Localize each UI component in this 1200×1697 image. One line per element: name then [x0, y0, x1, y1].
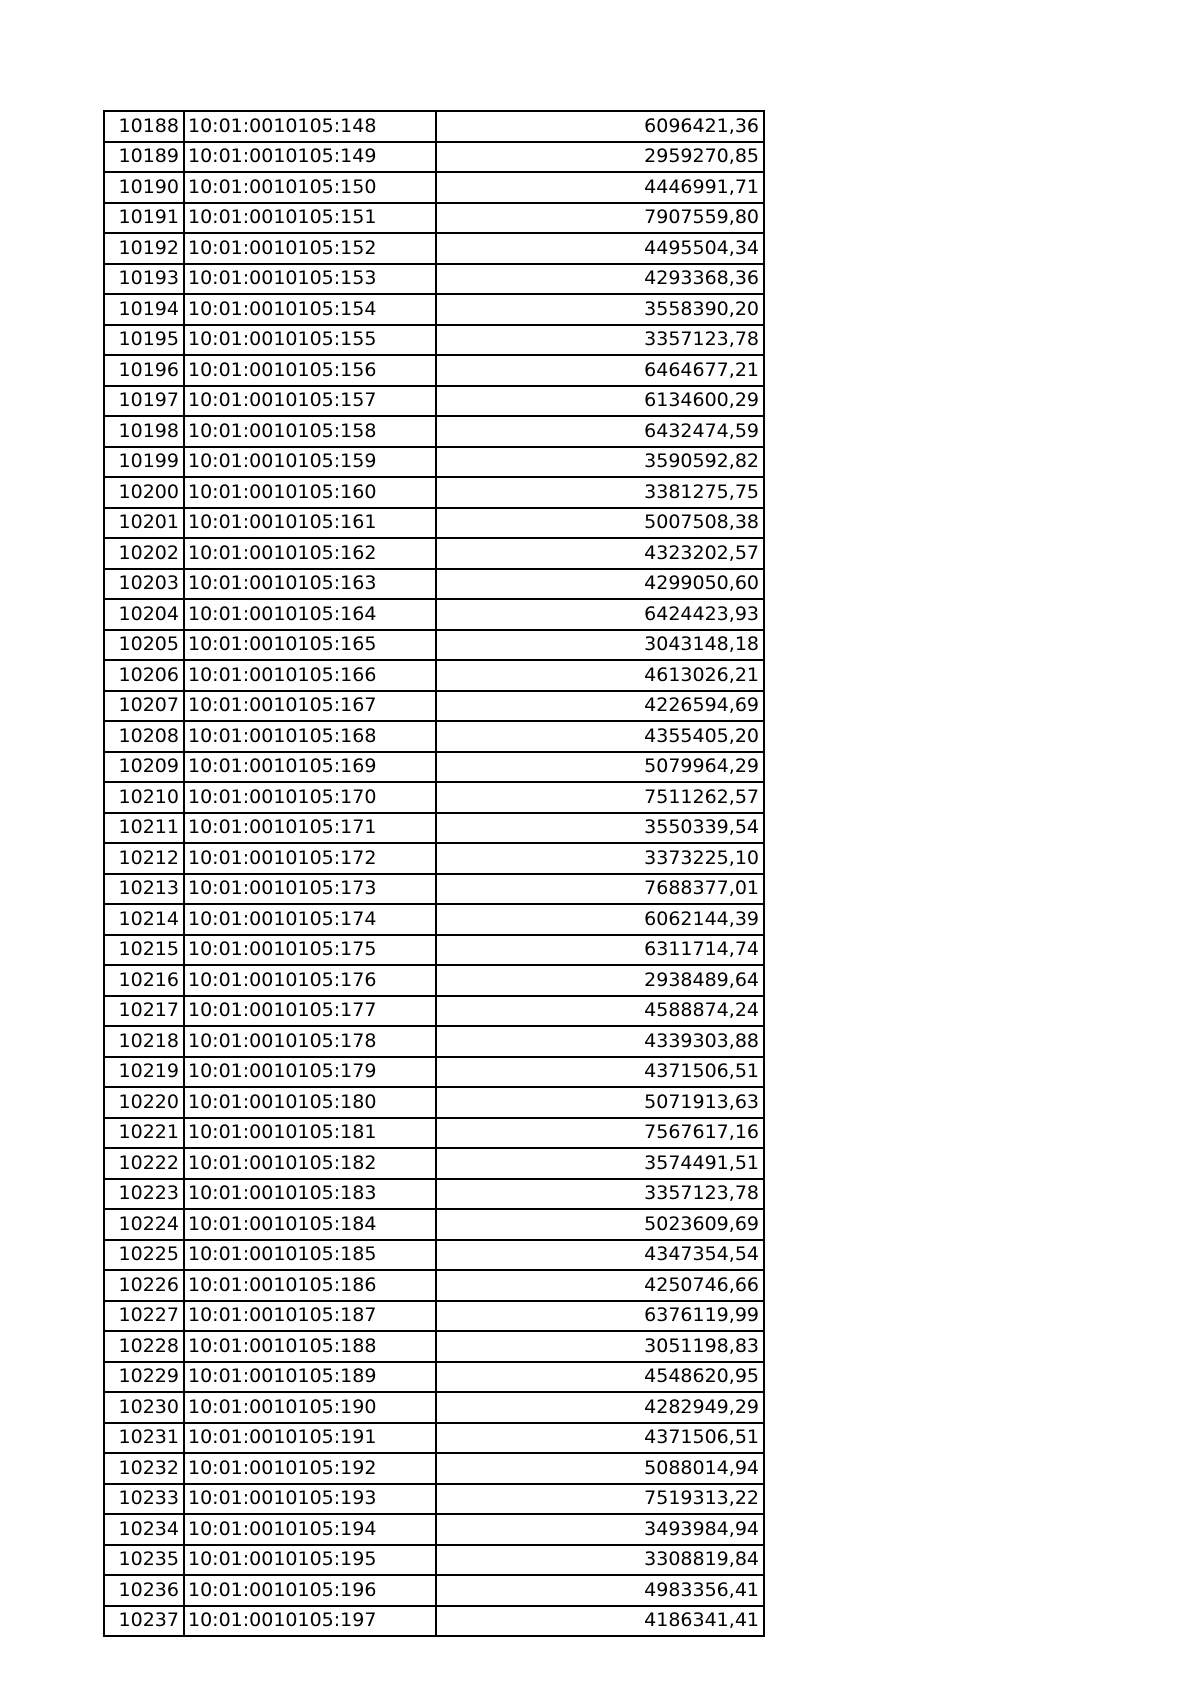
value-cell: 4371506,51 — [436, 1423, 764, 1454]
cadastral-number-cell: 10:01:0010105:196 — [184, 1575, 436, 1606]
value-cell: 3574491,51 — [436, 1148, 764, 1179]
value-cell: 4186341,41 — [436, 1606, 764, 1637]
table-row — [104, 660, 764, 691]
row-number-cell: 10210 — [104, 782, 184, 813]
value-cell: 4548620,95 — [436, 1362, 764, 1393]
cadastral-number-cell: 10:01:0010105:149 — [184, 142, 436, 173]
cadastral-number-cell: 10:01:0010105:159 — [184, 447, 436, 478]
table-row — [104, 1057, 764, 1088]
value-cell: 4347354,54 — [436, 1240, 764, 1271]
value-cell: 6432474,59 — [436, 416, 764, 447]
cadastral-number-cell: 10:01:0010105:184 — [184, 1209, 436, 1240]
row-number-cell: 10224 — [104, 1209, 184, 1240]
value-cell: 5071913,63 — [436, 1087, 764, 1118]
table-row — [104, 416, 764, 447]
cadastral-number-cell: 10:01:0010105:191 — [184, 1423, 436, 1454]
row-number-cell: 10201 — [104, 508, 184, 539]
table-row — [104, 1118, 764, 1149]
table-row — [104, 294, 764, 325]
table-row — [104, 1179, 764, 1210]
value-cell: 3373225,10 — [436, 843, 764, 874]
row-number-cell: 10222 — [104, 1148, 184, 1179]
table-body — [104, 111, 764, 1636]
row-number-cell: 10197 — [104, 386, 184, 417]
table-row — [104, 1331, 764, 1362]
table-row — [104, 1026, 764, 1057]
cadastral-number-cell: 10:01:0010105:177 — [184, 996, 436, 1027]
cadastral-number-cell: 10:01:0010105:173 — [184, 874, 436, 905]
table-row — [104, 1301, 764, 1332]
cadastral-number-cell: 10:01:0010105:164 — [184, 599, 436, 630]
row-number-cell: 10232 — [104, 1453, 184, 1484]
table-row — [104, 965, 764, 996]
row-number-cell: 10188 — [104, 111, 184, 142]
value-cell: 3493984,94 — [436, 1514, 764, 1545]
table-row — [104, 599, 764, 630]
table-row — [104, 1209, 764, 1240]
cadastral-number-cell: 10:01:0010105:194 — [184, 1514, 436, 1545]
table-row — [104, 813, 764, 844]
row-number-cell: 10206 — [104, 660, 184, 691]
row-number-cell: 10195 — [104, 325, 184, 356]
cadastral-number-cell: 10:01:0010105:157 — [184, 386, 436, 417]
row-number-cell: 10216 — [104, 965, 184, 996]
row-number-cell: 10194 — [104, 294, 184, 325]
cadastral-number-cell: 10:01:0010105:192 — [184, 1453, 436, 1484]
value-cell: 6311714,74 — [436, 935, 764, 966]
table-row — [104, 752, 764, 783]
row-number-cell: 10193 — [104, 264, 184, 295]
value-cell: 7567617,16 — [436, 1118, 764, 1149]
row-number-cell: 10220 — [104, 1087, 184, 1118]
cadastral-number-cell: 10:01:0010105:188 — [184, 1331, 436, 1362]
table-row — [104, 904, 764, 935]
table-row — [104, 1148, 764, 1179]
row-number-cell: 10190 — [104, 172, 184, 203]
row-number-cell: 10221 — [104, 1118, 184, 1149]
cadastral-number-cell: 10:01:0010105:161 — [184, 508, 436, 539]
row-number-cell: 10219 — [104, 1057, 184, 1088]
value-cell: 5088014,94 — [436, 1453, 764, 1484]
row-number-cell: 10234 — [104, 1514, 184, 1545]
cadastral-number-cell: 10:01:0010105:151 — [184, 203, 436, 234]
row-number-cell: 10228 — [104, 1331, 184, 1362]
row-number-cell: 10229 — [104, 1362, 184, 1393]
row-number-cell: 10236 — [104, 1575, 184, 1606]
cadastral-number-cell: 10:01:0010105:175 — [184, 935, 436, 966]
table-row — [104, 355, 764, 386]
value-cell: 4323202,57 — [436, 538, 764, 569]
row-number-cell: 10217 — [104, 996, 184, 1027]
cadastral-number-cell: 10:01:0010105:156 — [184, 355, 436, 386]
table-row — [104, 691, 764, 722]
cadastral-number-cell: 10:01:0010105:166 — [184, 660, 436, 691]
table-row — [104, 630, 764, 661]
row-number-cell: 10192 — [104, 233, 184, 264]
row-number-cell: 10225 — [104, 1240, 184, 1271]
value-cell: 6062144,39 — [436, 904, 764, 935]
table-row — [104, 1514, 764, 1545]
table-row — [104, 782, 764, 813]
cadastral-number-cell: 10:01:0010105:187 — [184, 1301, 436, 1332]
row-number-cell: 10235 — [104, 1545, 184, 1576]
table-row — [104, 1484, 764, 1515]
cadastral-number-cell: 10:01:0010105:152 — [184, 233, 436, 264]
table-row — [104, 264, 764, 295]
cadastral-number-cell: 10:01:0010105:197 — [184, 1606, 436, 1637]
cadastral-number-cell: 10:01:0010105:193 — [184, 1484, 436, 1515]
row-number-cell: 10226 — [104, 1270, 184, 1301]
cadastral-number-cell: 10:01:0010105:185 — [184, 1240, 436, 1271]
row-number-cell: 10191 — [104, 203, 184, 234]
table-row — [104, 1270, 764, 1301]
table-row — [104, 1240, 764, 1271]
value-cell: 4293368,36 — [436, 264, 764, 295]
table-row — [104, 1392, 764, 1423]
value-cell: 4282949,29 — [436, 1392, 764, 1423]
cadastral-number-cell: 10:01:0010105:169 — [184, 752, 436, 783]
table-row — [104, 1606, 764, 1637]
value-cell: 6424423,93 — [436, 599, 764, 630]
value-cell: 6376119,99 — [436, 1301, 764, 1332]
table-row — [104, 1453, 764, 1484]
value-cell: 5079964,29 — [436, 752, 764, 783]
row-number-cell: 10230 — [104, 1392, 184, 1423]
cadastral-number-cell: 10:01:0010105:179 — [184, 1057, 436, 1088]
cadastral-number-cell: 10:01:0010105:174 — [184, 904, 436, 935]
row-number-cell: 10189 — [104, 142, 184, 173]
row-number-cell: 10202 — [104, 538, 184, 569]
value-cell: 3043148,18 — [436, 630, 764, 661]
value-cell: 2938489,64 — [436, 965, 764, 996]
value-cell: 3308819,84 — [436, 1545, 764, 1576]
value-cell: 6134600,29 — [436, 386, 764, 417]
cadastral-number-cell: 10:01:0010105:167 — [184, 691, 436, 722]
value-cell: 3550339,54 — [436, 813, 764, 844]
table-row — [104, 1575, 764, 1606]
value-cell: 3357123,78 — [436, 1179, 764, 1210]
value-cell: 7511262,57 — [436, 782, 764, 813]
table-row — [104, 111, 764, 142]
row-number-cell: 10211 — [104, 813, 184, 844]
row-number-cell: 10231 — [104, 1423, 184, 1454]
row-number-cell: 10214 — [104, 904, 184, 935]
value-cell: 4355405,20 — [436, 721, 764, 752]
row-number-cell: 10198 — [104, 416, 184, 447]
value-cell: 4446991,71 — [436, 172, 764, 203]
table-row — [104, 172, 764, 203]
row-number-cell: 10196 — [104, 355, 184, 386]
cadastral-number-cell: 10:01:0010105:182 — [184, 1148, 436, 1179]
value-cell: 6096421,36 — [436, 111, 764, 142]
table-row — [104, 325, 764, 356]
value-cell: 4983356,41 — [436, 1575, 764, 1606]
cadastral-number-cell: 10:01:0010105:183 — [184, 1179, 436, 1210]
row-number-cell: 10223 — [104, 1179, 184, 1210]
table-row — [104, 142, 764, 173]
cadastral-number-cell: 10:01:0010105:163 — [184, 569, 436, 600]
cadastral-number-cell: 10:01:0010105:180 — [184, 1087, 436, 1118]
cadastral-number-cell: 10:01:0010105:154 — [184, 294, 436, 325]
row-number-cell: 10218 — [104, 1026, 184, 1057]
cadastral-number-cell: 10:01:0010105:172 — [184, 843, 436, 874]
table-row — [104, 1362, 764, 1393]
cadastral-number-cell: 10:01:0010105:189 — [184, 1362, 436, 1393]
table-row — [104, 843, 764, 874]
row-number-cell: 10203 — [104, 569, 184, 600]
value-cell: 3357123,78 — [436, 325, 764, 356]
row-number-cell: 10199 — [104, 447, 184, 478]
table-row — [104, 1087, 764, 1118]
cadastral-number-cell: 10:01:0010105:195 — [184, 1545, 436, 1576]
cadastral-number-cell: 10:01:0010105:155 — [184, 325, 436, 356]
row-number-cell: 10233 — [104, 1484, 184, 1515]
table-row — [104, 508, 764, 539]
value-cell: 3590592,82 — [436, 447, 764, 478]
value-cell: 4495504,34 — [436, 233, 764, 264]
cadastral-number-cell: 10:01:0010105:186 — [184, 1270, 436, 1301]
cadastral-number-cell: 10:01:0010105:165 — [184, 630, 436, 661]
row-number-cell: 10213 — [104, 874, 184, 905]
cadastral-number-cell: 10:01:0010105:170 — [184, 782, 436, 813]
row-number-cell: 10237 — [104, 1606, 184, 1637]
row-number-cell: 10212 — [104, 843, 184, 874]
cadastral-number-cell: 10:01:0010105:176 — [184, 965, 436, 996]
cadastral-number-cell: 10:01:0010105:168 — [184, 721, 436, 752]
cadastral-number-cell: 10:01:0010105:158 — [184, 416, 436, 447]
cadastral-number-cell: 10:01:0010105:148 — [184, 111, 436, 142]
cadastral-number-cell: 10:01:0010105:178 — [184, 1026, 436, 1057]
row-number-cell: 10209 — [104, 752, 184, 783]
cadastral-number-cell: 10:01:0010105:181 — [184, 1118, 436, 1149]
value-cell: 5023609,69 — [436, 1209, 764, 1240]
table-row — [104, 874, 764, 905]
row-number-cell: 10205 — [104, 630, 184, 661]
table-row — [104, 935, 764, 966]
value-cell: 3051198,83 — [436, 1331, 764, 1362]
table-row — [104, 721, 764, 752]
table-row — [104, 996, 764, 1027]
row-number-cell: 10207 — [104, 691, 184, 722]
cadastral-number-cell: 10:01:0010105:150 — [184, 172, 436, 203]
value-cell: 4299050,60 — [436, 569, 764, 600]
row-number-cell: 10204 — [104, 599, 184, 630]
row-number-cell: 10215 — [104, 935, 184, 966]
value-cell: 4613026,21 — [436, 660, 764, 691]
table-row — [104, 477, 764, 508]
value-cell: 5007508,38 — [436, 508, 764, 539]
value-cell: 7907559,80 — [436, 203, 764, 234]
table-row — [104, 447, 764, 478]
data-table — [103, 110, 765, 1637]
value-cell: 2959270,85 — [436, 142, 764, 173]
table-row — [104, 569, 764, 600]
value-cell: 4226594,69 — [436, 691, 764, 722]
value-cell: 7688377,01 — [436, 874, 764, 905]
table-row — [104, 538, 764, 569]
value-cell: 6464677,21 — [436, 355, 764, 386]
table-row — [104, 1545, 764, 1576]
value-cell: 4371506,51 — [436, 1057, 764, 1088]
table-row — [104, 233, 764, 264]
table-row — [104, 1423, 764, 1454]
value-cell: 4339303,88 — [436, 1026, 764, 1057]
value-cell: 7519313,22 — [436, 1484, 764, 1515]
table-row — [104, 386, 764, 417]
cadastral-number-cell: 10:01:0010105:160 — [184, 477, 436, 508]
cadastral-number-cell: 10:01:0010105:171 — [184, 813, 436, 844]
cadastral-number-cell: 10:01:0010105:162 — [184, 538, 436, 569]
cadastral-number-cell: 10:01:0010105:153 — [184, 264, 436, 295]
value-cell: 4588874,24 — [436, 996, 764, 1027]
cadastral-number-cell: 10:01:0010105:190 — [184, 1392, 436, 1423]
row-number-cell: 10200 — [104, 477, 184, 508]
value-cell: 4250746,66 — [436, 1270, 764, 1301]
row-number-cell: 10227 — [104, 1301, 184, 1332]
row-number-cell: 10208 — [104, 721, 184, 752]
table-row — [104, 203, 764, 234]
value-cell: 3381275,75 — [436, 477, 764, 508]
value-cell: 3558390,20 — [436, 294, 764, 325]
